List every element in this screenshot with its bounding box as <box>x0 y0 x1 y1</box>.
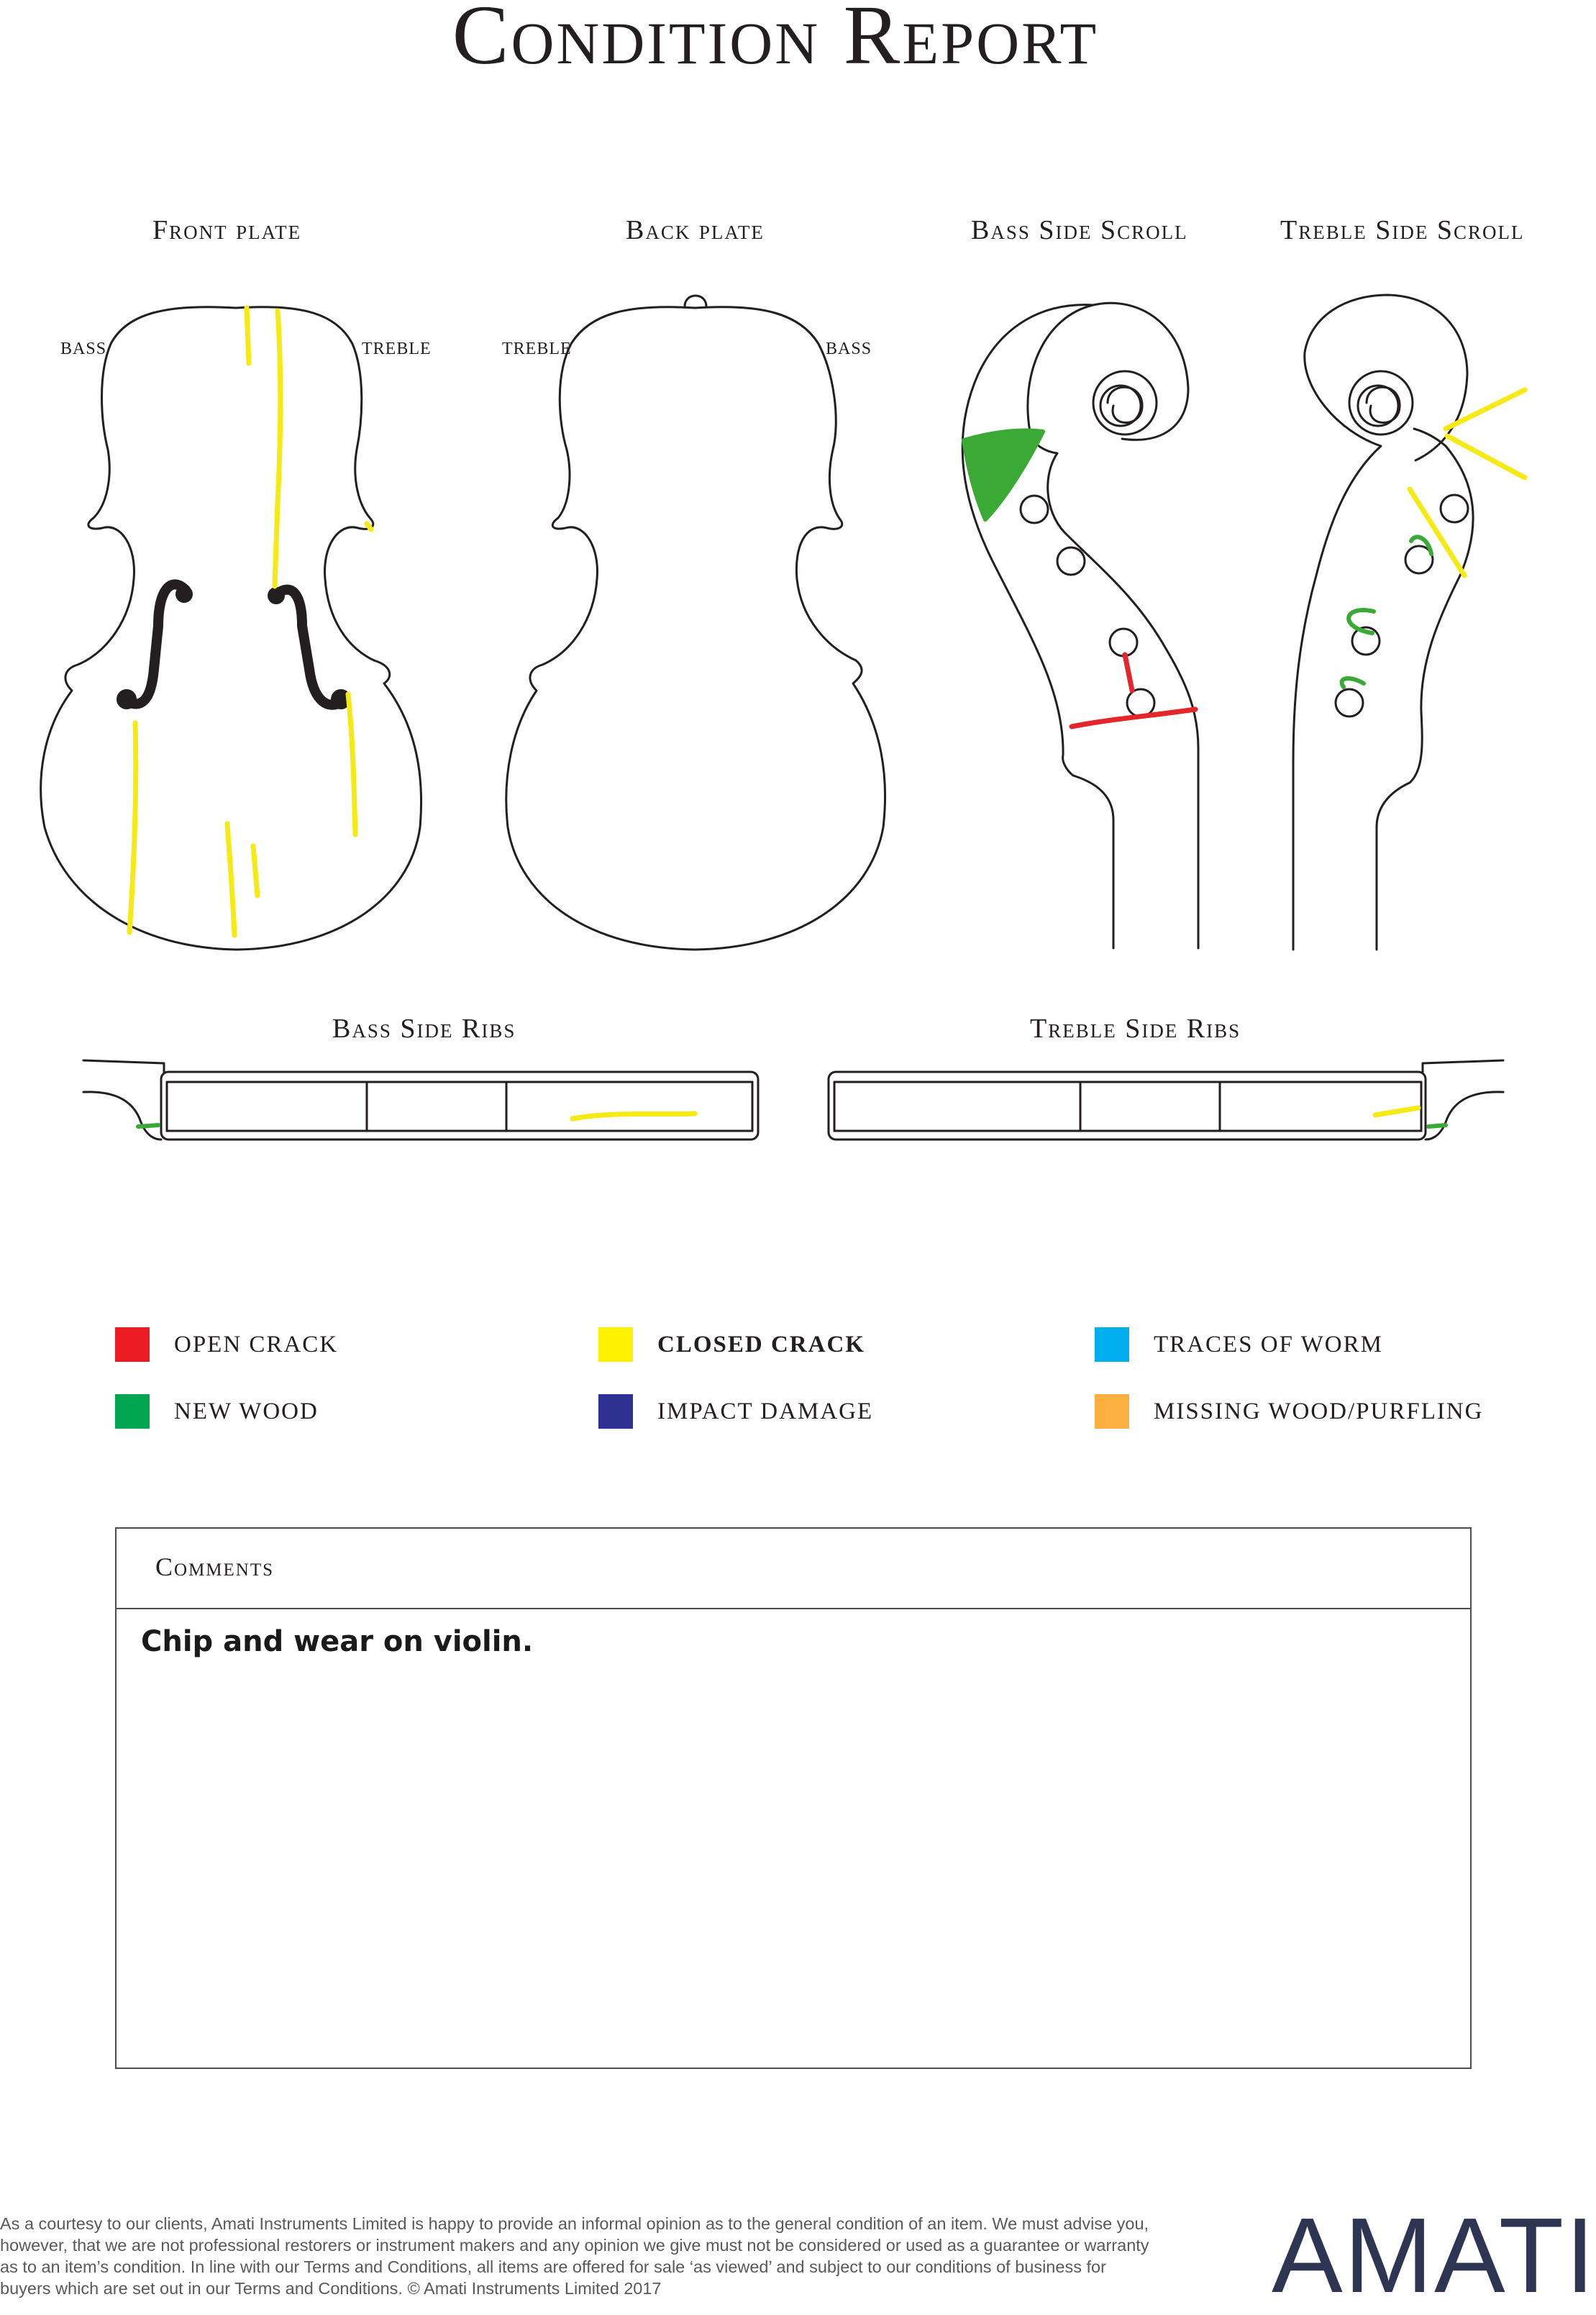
page-title: Condition Report <box>452 0 1099 82</box>
new-wood-swatch <box>115 1394 150 1429</box>
comments-heading: Comments <box>155 1552 275 1581</box>
open-crack-swatch <box>115 1327 150 1362</box>
back-plate-outline <box>506 307 885 950</box>
new-wood-mark <box>1341 678 1364 687</box>
legend-closed-crack <box>598 1327 865 1363</box>
open-crack-mark <box>1125 655 1132 691</box>
closed-crack-mark <box>129 723 136 932</box>
closed-crack-mark <box>1410 489 1464 576</box>
legend-open-crack <box>115 1327 338 1363</box>
back-plate-label: Back plate <box>626 215 765 245</box>
closed-crack-mark <box>348 694 355 834</box>
treble-side-ribs-label: Treble Side Ribs <box>1030 1014 1241 1044</box>
front-bass-side-label: BASS <box>60 340 107 358</box>
legend-traces-of-worm <box>1095 1327 1383 1363</box>
new-wood-mark <box>1349 610 1374 633</box>
bass-f-hole <box>127 584 186 704</box>
traces-of-worm-swatch <box>1095 1327 1129 1362</box>
new-wood-mark <box>1428 1125 1446 1127</box>
closed-crack-swatch <box>598 1327 633 1362</box>
front-treble-side-label: TREBLE <box>362 340 432 358</box>
front-plate-label: Front plate <box>152 215 302 245</box>
legend-label: CLOSED CRACK <box>657 1331 865 1357</box>
legend-label: TRACES OF WORM <box>1154 1331 1383 1357</box>
closed-crack-mark <box>253 846 257 896</box>
missing-wood-swatch <box>1095 1394 1129 1429</box>
bass-side-scroll-label: Bass Side Scroll <box>971 215 1188 245</box>
closed-crack-mark <box>367 524 371 529</box>
legend-label: OPEN CRACK <box>174 1331 339 1357</box>
treble-f-hole <box>276 590 342 705</box>
amati-logo: AMATI <box>1272 2196 1596 2315</box>
legend-new-wood <box>115 1393 319 1429</box>
comments-text: Chip and wear on violin. <box>141 1625 534 1658</box>
impact-damage-swatch <box>598 1394 633 1429</box>
closed-crack-mark <box>573 1114 695 1119</box>
closed-crack-mark <box>247 308 249 363</box>
legend-impact-damage <box>598 1393 873 1429</box>
closed-crack-mark <box>1447 436 1525 478</box>
closed-crack-mark <box>1375 1108 1418 1115</box>
open-crack-mark <box>1072 709 1195 727</box>
back-bass-side-label: BASS <box>826 340 872 358</box>
legend-label: IMPACT DAMAGE <box>657 1398 874 1424</box>
treble-scroll-outline <box>1293 295 1473 950</box>
closed-crack-mark <box>1446 390 1525 429</box>
bass-side-ribs-label: Bass Side Ribs <box>332 1014 516 1044</box>
closed-crack-mark <box>227 824 234 935</box>
disclaimer-text: As a courtesy to our clients, Amati Instruments Limited is happy to provide an informal opinion as to the general condition of an item. We must advise you, however, that we are not professional restorers or instrument makers and any opinion we give must not be considered or used as a guarantee or warranty as to an item’s condition. In line with our Terms and Conditions, all items are offered for sale ‘as viewed’ and subject to our conditions of business for buyers which are set out in our Terms and Conditions. © Amati Instruments Limited 2017 <box>0 2214 1149 2298</box>
comments-box <box>115 1527 1472 2069</box>
closed-crack-mark <box>275 311 281 586</box>
legend-missing-wood <box>1095 1393 1484 1429</box>
back-plate-button <box>685 296 706 306</box>
new-wood-mark <box>138 1125 158 1127</box>
treble-side-scroll-label: Treble Side Scroll <box>1280 215 1525 245</box>
back-treble-side-label: TREBLE <box>502 340 572 358</box>
bass-scroll-outline <box>962 303 1198 948</box>
legend-label: NEW WOOD <box>174 1398 319 1424</box>
comments-header <box>117 1529 1470 1609</box>
legend-label: MISSING WOOD/PURFLING <box>1154 1398 1484 1424</box>
new-wood-mark <box>964 431 1043 520</box>
